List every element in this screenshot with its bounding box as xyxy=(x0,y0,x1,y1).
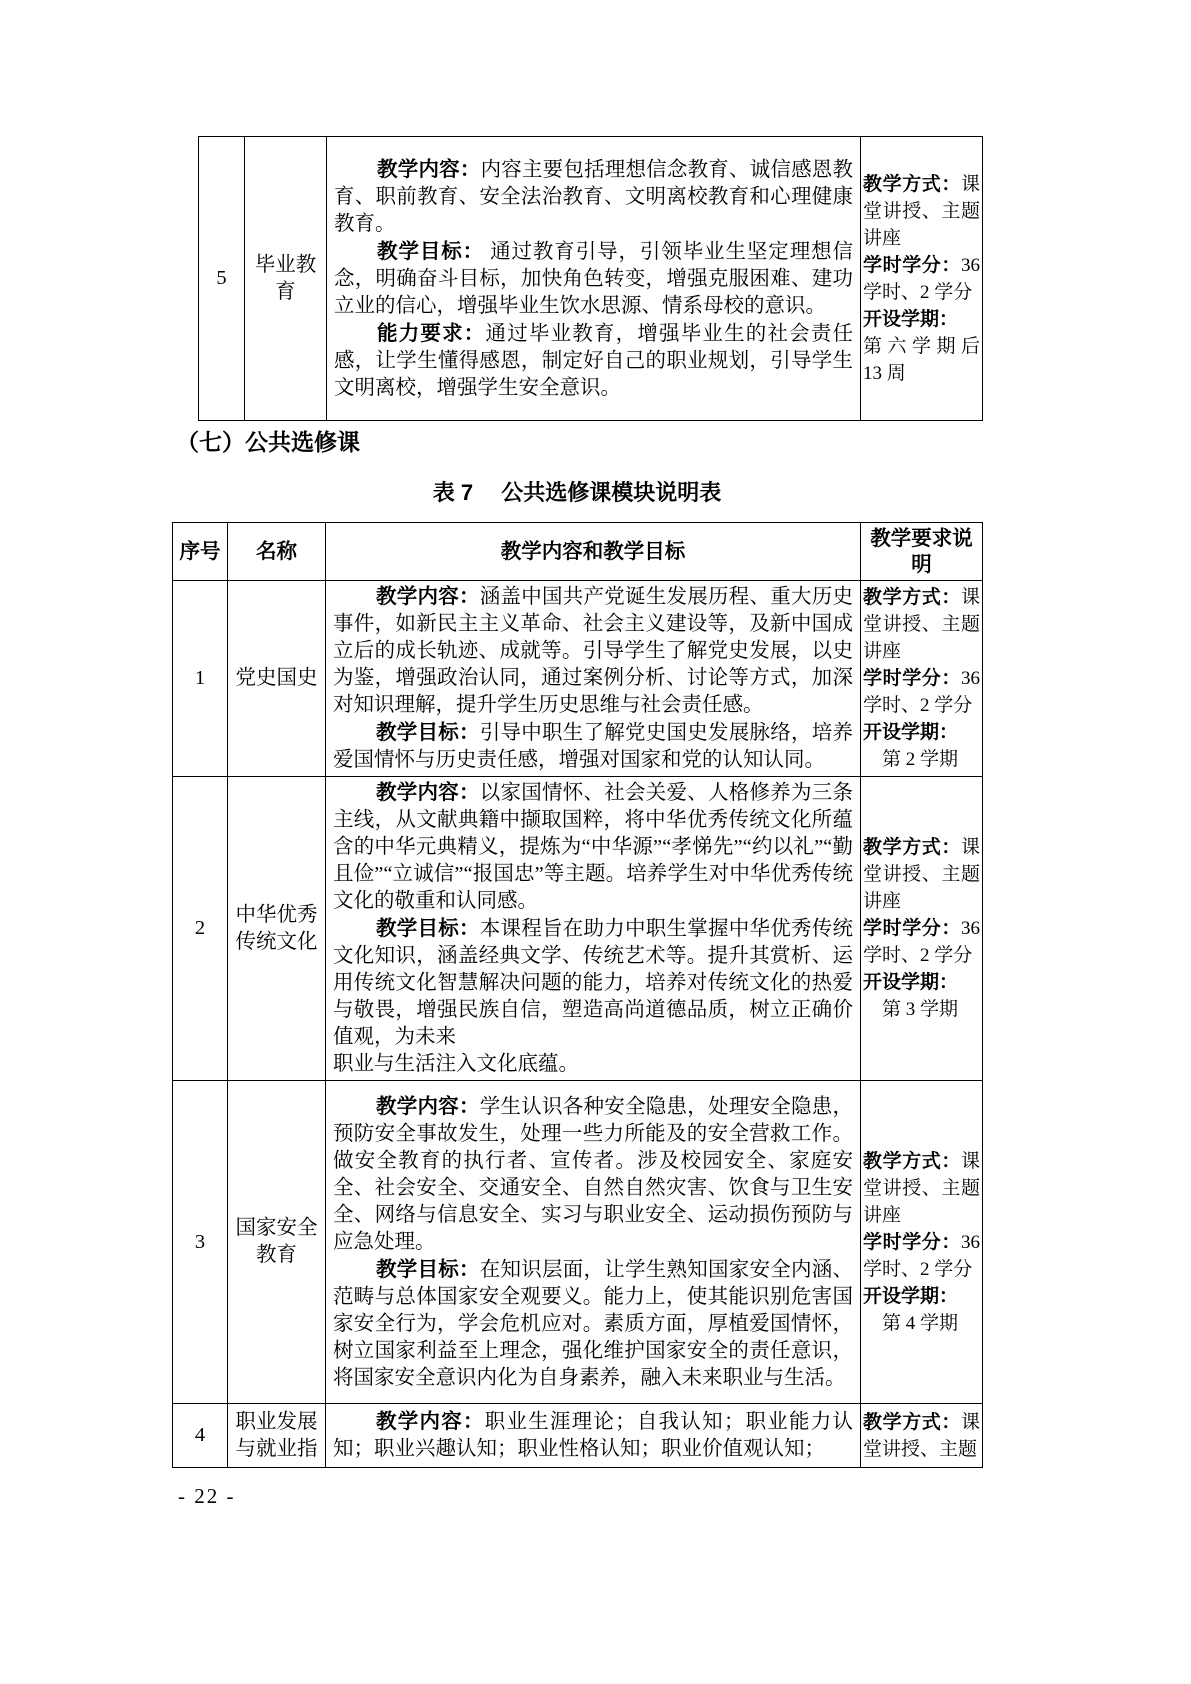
item-text: 课堂讲授、主题讲座 xyxy=(863,837,980,912)
credit-hours-item xyxy=(863,915,980,969)
paragraph-text: 职业生涯理论；自我认知；职业能力认知；职业兴趣认知；职业性格认知；职业价值观认知； xyxy=(333,1411,854,1460)
paragraph-text: 通过毕业教育，增强毕业生的社会责任感，让学生懂得感恩，制定好自己的职业规划，引导学生文明离校，增强学生安全意识。 xyxy=(334,322,854,399)
course-name-cell: 中华优秀传统文化 xyxy=(228,777,326,1081)
paragraph-label: 教学目标： xyxy=(376,1257,480,1281)
item-label: 学时学分： xyxy=(863,668,961,689)
item-text: 课堂讲授、主题 xyxy=(863,1411,980,1460)
serial-cell: 3 xyxy=(173,1081,228,1404)
paragraph-text: 通过教育引导，引领毕业生坚定理想信念，明确奋斗目标，加快角色转变，增强克服困难、建功立业的信心，增强毕业生饮水思源、情系母校的意识。 xyxy=(334,240,854,317)
header-name: 名称 xyxy=(228,523,326,581)
item-label: 教学方式： xyxy=(863,587,961,608)
paragraph-label: 教学目标： xyxy=(377,239,485,263)
table-row xyxy=(173,581,983,777)
header-serial: 序号 xyxy=(173,523,228,581)
item-label: 教学方式： xyxy=(863,1411,961,1433)
item-text: 36 学时、2 学分 xyxy=(863,254,980,303)
item-text: 第 3 学期 xyxy=(882,999,959,1020)
course-name-cell: 党史国史 xyxy=(228,581,326,777)
content-cell xyxy=(326,1404,861,1468)
table-caption: 表 7 公共选修课模块说明表 xyxy=(432,480,722,505)
teaching-goal-paragraph xyxy=(333,1256,853,1392)
item-text: 36 学时、2 学分 xyxy=(863,668,980,716)
teaching-content-paragraph xyxy=(333,1093,853,1256)
serial-cell: 1 xyxy=(173,581,228,777)
item-text: 第六学期后 13 周 xyxy=(863,335,980,384)
requirements-cell xyxy=(861,1081,983,1404)
teaching-goal-paragraph xyxy=(333,719,853,774)
requirements-cell xyxy=(861,1404,983,1468)
paragraph-label: 能力要求： xyxy=(377,321,486,345)
teaching-content-paragraph xyxy=(334,156,853,238)
paragraph-text: 本课程旨在助力中职生掌握中华优秀传统文化知识，涵盖经典文学、传统艺术等。提升其赏析、运用传统文化智慧解决问题的能力，培养对传统文化的热爱与敬畏，增强民族自信，塑造高尚道德品质，树立正确价值观，为未来 xyxy=(333,918,854,1048)
paragraph-text: 引导中职生了解党史国史发展脉络，培养爱国情怀与历史责任感，增强对国家和党的认知认同。 xyxy=(333,722,854,771)
teaching-method-item xyxy=(863,1409,980,1463)
requirements-cell xyxy=(861,581,983,777)
item-label: 教学方式： xyxy=(863,837,961,858)
table-row xyxy=(173,1081,983,1404)
paragraph-text: 涵盖中国共产党诞生发展历程、重大历史事件，如新民主主义革命、社会主义建设等，及新中国成立后的成长轨迹、成就等。引导学生了解党史发展，以史为鉴，增强政治认同，通过案例分析、讨论等方式，加深对知识理解，提升学生历史思维与社会责任感。 xyxy=(333,586,854,716)
credit-hours-item xyxy=(863,1229,980,1283)
item-text: 课堂讲授、主题讲座 xyxy=(863,587,980,662)
item-label: 教学方式： xyxy=(863,173,961,195)
item-label: 开设学期： xyxy=(863,722,959,743)
content-cell xyxy=(326,777,861,1081)
semester-item xyxy=(863,719,980,773)
content-cell xyxy=(326,581,861,777)
teaching-method-item xyxy=(863,834,980,915)
paragraph-text: 职业与生活注入文化底蕴。 xyxy=(333,1053,579,1075)
item-text: 36 学时、2 学分 xyxy=(863,918,980,966)
paragraph-label: 教学内容： xyxy=(376,585,480,608)
serial-cell: 2 xyxy=(173,777,228,1081)
table-row xyxy=(173,777,983,1081)
item-text: 36 学时、2 学分 xyxy=(863,1231,980,1280)
content-cell xyxy=(327,137,861,421)
item-text: 第 4 学期 xyxy=(882,1312,959,1334)
requirements-cell xyxy=(861,777,983,1081)
table-row xyxy=(199,137,983,421)
header-row xyxy=(173,523,983,581)
semester-item xyxy=(863,969,980,1023)
section-heading: （七）公共选修课 xyxy=(176,429,360,455)
paragraph-label: 教学目标： xyxy=(376,917,480,940)
serial-cell: 4 xyxy=(173,1404,228,1468)
item-text: 第 2 学期 xyxy=(882,749,959,770)
item-label: 教学方式： xyxy=(863,1150,961,1172)
teaching-content-paragraph xyxy=(333,583,853,719)
header-content: 教学内容和教学目标 xyxy=(326,523,861,581)
paragraph-label: 教学内容： xyxy=(376,1410,485,1433)
credit-hours-item xyxy=(863,665,980,719)
table-row xyxy=(173,1404,983,1468)
item-text: 课堂讲授、主题讲座 xyxy=(863,173,980,249)
paragraph-text: 以家国情怀、社会关爱、人格修养为三条主线，从文献典籍中撷取国粹，将中华优秀传统文化所蕴含的中华元典精义，提炼为“中华源”“孝悌先”“约以礼”“勤且俭”“立诚信”“报国忠”等主题。培养学生对中华优秀传统文化的敬重和认同感。 xyxy=(333,782,854,912)
semester-item xyxy=(863,1283,980,1337)
paragraph-text: 在知识层面，让学生熟知国家安全内涵、范畴与总体国家安全观要义。能力上，使其能识别危害国家安全行为，学会危机应对。素质方面，厚植爱国情怀，树立国家利益至上理念，强化维护国家安全的责任意识，将国家安全意识内化为自身素养，融入未来职业与生活。 xyxy=(333,1258,854,1389)
teaching-method-item xyxy=(863,1148,980,1229)
paragraph-label: 教学内容： xyxy=(377,157,481,181)
course-name-cell: 国家安全教育 xyxy=(228,1081,326,1404)
content-cell xyxy=(326,1081,861,1404)
paragraph-label: 教学目标： xyxy=(376,721,480,744)
teaching-method-item xyxy=(863,171,980,252)
requirements-cell xyxy=(861,137,983,421)
continuation-line xyxy=(333,1051,853,1078)
paragraph-label: 教学内容： xyxy=(376,1094,480,1118)
teaching-content-paragraph xyxy=(333,779,853,915)
semester-item xyxy=(863,306,980,387)
paragraph-text: 内容主要包括理想信念教育、诚信感恩教育、职前教育、安全法治教育、文明离校教育和心理健康教育。 xyxy=(334,158,854,235)
item-label: 学时学分： xyxy=(863,1231,961,1253)
continuation-table xyxy=(198,136,983,421)
teaching-content-paragraph xyxy=(333,1408,853,1463)
ability-requirement-paragraph xyxy=(334,320,853,402)
elective-course-table xyxy=(172,522,983,1468)
item-text: 课堂讲授、主题讲座 xyxy=(863,1150,980,1226)
paragraph-text: 学生认识各种安全隐患，处理安全隐患，预防安全事故发生，处理一些力所能及的安全营救工作。做安全教育的执行者、宣传者。涉及校园安全、家庭安全、社会安全、交通安全、自然自然灾害、饮食与卫生安全、网络与信息安全、实习与职业安全、运动损伤预防与应急处理。 xyxy=(333,1095,854,1253)
teaching-goal-paragraph xyxy=(334,238,853,320)
header-requirements: 教学要求说明 xyxy=(861,523,983,581)
teaching-goal-paragraph xyxy=(333,915,853,1051)
item-label: 学时学分： xyxy=(863,918,961,939)
item-label: 开设学期： xyxy=(863,308,959,330)
serial-cell: 5 xyxy=(199,137,245,421)
course-name-cell: 职业发展与就业指 xyxy=(228,1404,326,1468)
credit-hours-item xyxy=(863,252,980,306)
course-name-cell: 毕业教育 xyxy=(245,137,327,421)
item-label: 开设学期： xyxy=(863,1285,959,1307)
teaching-method-item xyxy=(863,584,980,665)
page-number: - 22 - xyxy=(178,1484,236,1508)
item-label: 开设学期： xyxy=(863,972,959,993)
paragraph-label: 教学内容： xyxy=(376,781,480,804)
item-label: 学时学分： xyxy=(863,254,961,276)
